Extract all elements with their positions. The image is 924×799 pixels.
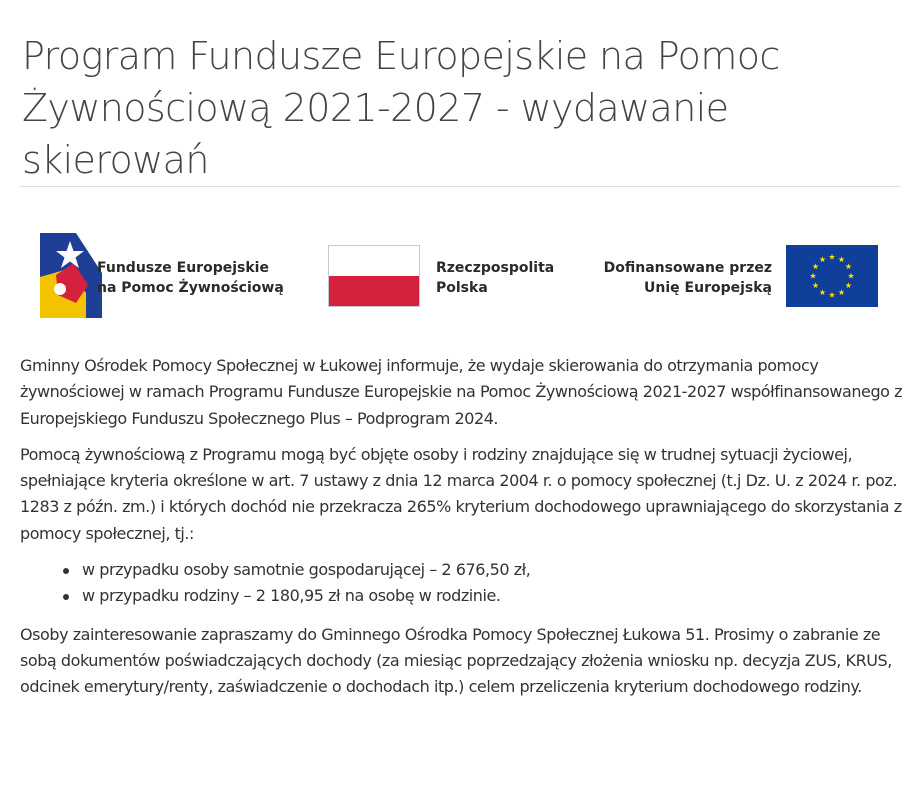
eu-flag-icon	[786, 245, 878, 307]
polish-flag-icon	[328, 245, 420, 307]
income-criteria-list	[20, 557, 904, 610]
fe-logo-text: Fundusze Europejskie na Pomoc Żywnościową	[97, 260, 284, 296]
article-paragraph: Gminny Ośrodek Pomocy Społecznej w Łukowej informuje, że wydaje skierowania do otrzymania pomocy żywnościowej w ramach Programu Fundusze Europejskie na Pomoc Żywnościową 2021-2027 współfinansowanego z Europejskiego Funduszu Społecznego Plus – Podprogram 2024.	[20, 356, 903, 428]
fundusze-europejskie-logo-icon	[40, 233, 102, 318]
article-paragraph: Osoby zainteresowanie zapraszamy do Gminnego Ośrodka Pomocy Społecznej Łukowa 51. Prosimy o zabranie ze sobą dokumentów poświadczających dochody (za miesiąc poprzedzający złożenia wniosku np. decyzja ZUS, KRUS, odcinek emerytury/renty, zaświadczenie o dochodach itp.) celem przeliczenia kryterium dochodowego rodziny.	[20, 624, 892, 697]
fe-logo-white-dot	[54, 283, 66, 295]
eu-cofinancing-text: Dofinansowane przez Unię Europejską	[603, 260, 772, 296]
logo-bar	[20, 228, 900, 320]
title-divider	[20, 186, 900, 187]
article-paragraph: Pomocą żywnościową z Programu mogą być objęte osoby i rodziny znajdujące się w trudnej sytuacji życiowej, spełniające kryteria określone w art. 7 ustawy z dnia 12 marca 2004 r. o pomocy społecznej (t.j Dz. U. z 2024 r. poz. 1283 z późn. zm.) i których dochód nie przekracza 265% kryterium dochodowego uprawniającego do skorzystania z pomocy społecznej, tj.:	[20, 444, 902, 543]
page-title: Program Fundusze Europejskie na Pomoc Żywnościową 2021-2027 - wydawanie skierowań	[22, 34, 780, 182]
rp-logo-text: Rzeczpospolita Polska	[436, 260, 555, 296]
article-content	[20, 353, 904, 711]
list-item: w przypadku rodziny – 2 180,95 zł na osobę w rodzinie.	[82, 583, 904, 609]
list-item: w przypadku osoby samotnie gospodarującej – 2 676,50 zł,	[82, 557, 904, 583]
